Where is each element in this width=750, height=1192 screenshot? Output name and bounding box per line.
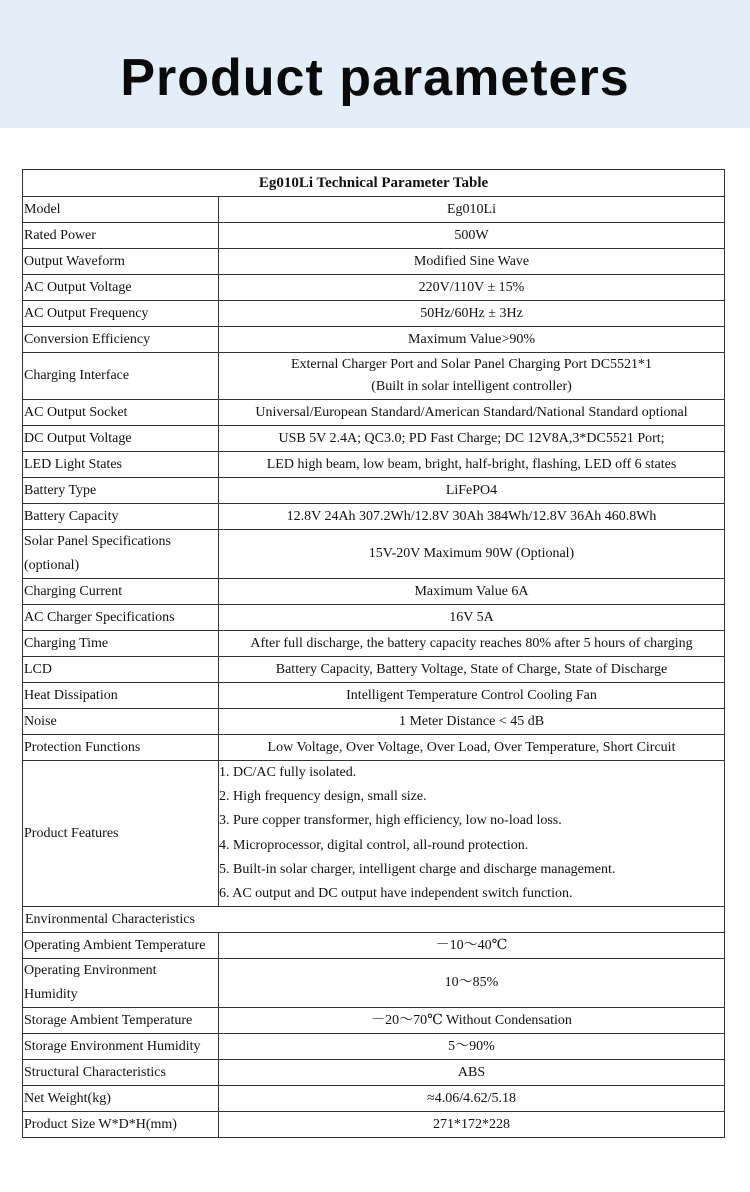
table-row [23,452,725,478]
row-value-line: (Built in solar intelligent controller) [371,379,572,394]
row-label [23,959,219,1008]
table-row [23,1112,725,1138]
row-value: LED high beam, low beam, bright, half-bright, flashing, LED off 6 states [219,452,725,478]
table-row [23,426,725,452]
row-value: 220V/110V ± 15% [219,275,725,301]
feature-item: 2. High frequency design, small size. [219,789,427,805]
table-row [23,605,725,631]
row-value: 1 Meter Distance < 45 dB [219,709,725,735]
row-value: －10～40℃ [219,933,725,959]
row-value: ≈4.06/4.62/5.18 [219,1086,725,1112]
table-row [23,301,725,327]
row-label-line: Operating Environment [24,963,157,979]
row-value: Battery Capacity, Battery Voltage, State of Charge, State of Discharge [219,657,725,683]
row-label: Model [23,197,219,223]
row-label: Structural Characteristics [23,1060,219,1086]
feature-item: 1. DC/AC fully isolated. [219,765,357,780]
row-label: AC Output Socket [23,400,219,426]
row-label-line: Solar Panel Specifications [24,534,171,549]
row-label: Output Waveform [23,249,219,275]
feature-item: 4. Microprocessor, digital control, all-round protection. [219,837,529,853]
row-label: AC Output Voltage [23,275,219,301]
row-label: Product Features [23,761,219,907]
row-value: 271*172*228 [219,1112,725,1138]
row-value: 12.8V 24Ah 307.2Wh/12.8V 30Ah 384Wh/12.8V 36Ah 460.8Wh [219,504,725,530]
row-label-line: Humidity [24,987,78,1003]
row-value: After full discharge, the battery capacity reaches 80% after 5 hours of charging [219,631,725,657]
row-value: USB 5V 2.4A; QC3.0; PD Fast Charge; DC 12V8A,3*DC5521 Port; [219,426,725,452]
table-row [23,223,725,249]
row-label: Net Weight(kg) [23,1086,219,1112]
row-label: Protection Functions [23,735,219,761]
table-row [23,683,725,709]
row-value: Maximum Value>90% [219,327,725,353]
table-row [23,709,725,735]
row-label: Charging Interface [23,353,219,400]
feature-item: 5. Built-in solar charger, intelligent charge and discharge management. [219,861,616,877]
page-title: Product parameters [120,49,630,107]
row-value: 500W [219,223,725,249]
row-label: LED Light States [23,452,219,478]
row-label: Charging Time [23,631,219,657]
row-value: Low Voltage, Over Voltage, Over Load, Over Temperature, Short Circuit [219,735,725,761]
row-label: Rated Power [23,223,219,249]
table-row [23,631,725,657]
row-label-line: (optional) [24,558,80,573]
table-row [23,579,725,605]
row-label: Product Size W*D*H(mm) [23,1112,219,1138]
row-value: Modified Sine Wave [219,249,725,275]
table-row-features [23,761,725,907]
table-row-charging-interface [23,353,725,400]
row-label [23,530,219,579]
row-label: DC Output Voltage [23,426,219,452]
table-title: Eg010Li Technical Parameter Table [23,170,725,197]
table-row-operating-humidity [23,959,725,1008]
table-row [23,657,725,683]
header-banner [0,0,750,128]
table-row [23,1060,725,1086]
row-value: 5～90% [219,1034,725,1060]
table-row [23,400,725,426]
table-row-solar-panel [23,530,725,579]
row-label: Charging Current [23,579,219,605]
section-heading: Environmental Characteristics [23,907,725,933]
row-value: LiFePO4 [219,478,725,504]
row-value [219,353,725,400]
row-label: Battery Type [23,478,219,504]
parameter-table [22,169,725,1138]
row-value: Universal/European Standard/American Standard/National Standard optional [219,400,725,426]
row-label: AC Charger Specifications [23,605,219,631]
row-label: Noise [23,709,219,735]
row-label: Storage Environment Humidity [23,1034,219,1060]
row-label: AC Output Frequency [23,301,219,327]
table-row [23,1086,725,1112]
row-label: Battery Capacity [23,504,219,530]
table-row [23,197,725,223]
row-value-line: External Charger Port and Solar Panel Charging Port DC5521*1 [290,357,653,372]
table-row [23,478,725,504]
table-row [23,1034,725,1060]
row-value: Intelligent Temperature Control Cooling Fan [219,683,725,709]
row-value: －20～70℃ Without Condensation [219,1008,725,1034]
row-value: ABS [219,1060,725,1086]
table-row [23,275,725,301]
table-row [23,933,725,959]
row-label: Storage Ambient Temperature [23,1008,219,1034]
table-row [23,735,725,761]
row-value: 16V 5A [219,605,725,631]
table-row [23,249,725,275]
table-row [23,504,725,530]
row-value: 50Hz/60Hz ± 3Hz [219,301,725,327]
row-value: 15V-20V Maximum 90W (Optional) [219,530,725,579]
table-row [23,327,725,353]
row-value: Maximum Value 6A [219,579,725,605]
row-label: Conversion Efficiency [23,327,219,353]
row-label: Heat Dissipation [23,683,219,709]
row-value: Eg010Li [219,197,725,223]
row-label: Operating Ambient Temperature [23,933,219,959]
feature-item: 3. Pure copper transformer, high efficiency, low no-load loss. [219,813,562,829]
table-section-row [23,907,725,933]
feature-list [219,761,725,907]
feature-item: 6. AC output and DC output have independent switch function. [219,886,573,902]
row-label: LCD [23,657,219,683]
table-row [23,1008,725,1034]
table-title-row [23,170,725,197]
row-value: 10～85% [219,959,725,1008]
